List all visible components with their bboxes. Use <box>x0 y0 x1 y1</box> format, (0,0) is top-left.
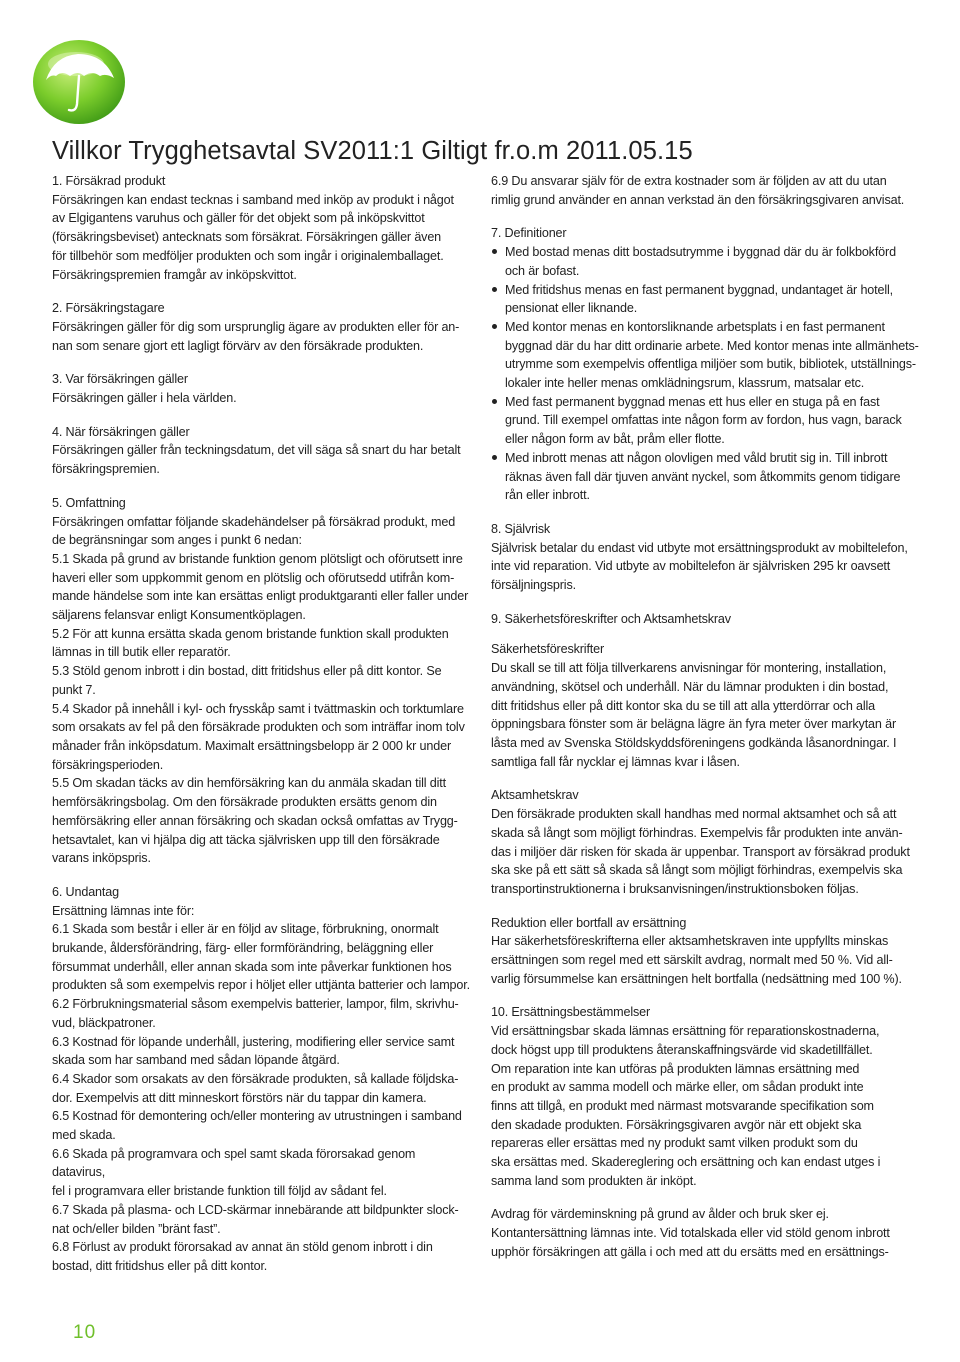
section-heading: 9. Säkerhetsföreskrifter och Aktsamhetskrav <box>491 611 731 626</box>
right-column <box>491 172 921 1277</box>
definition-item <box>491 243 921 280</box>
text-line: skada så långt som möjligt förhindras. Exempelvis får produkten inte använ- <box>491 825 903 840</box>
section <box>52 299 470 355</box>
text-line: försummat underhåll, eller annan skada som inte påverkar funktionen hos <box>52 959 452 974</box>
section-heading: Säkerhetsföreskrifter <box>491 642 605 657</box>
text-line: brukande, åldersförändring, färg- eller formförändring, beläggning eller <box>52 941 434 956</box>
definition-item <box>491 281 921 318</box>
text-line: Försäkringen gäller från teckningsdatum, det vill säga så snart du har betalt <box>52 443 461 458</box>
text-line: 6.8 Förlust av produkt förorsakad av annat än stöld genom inbrott i din <box>52 1240 433 1255</box>
text-line: ditt fritidshus eller på ditt kontor ska du se till att alla ytterdörrar och alla <box>491 698 876 713</box>
text-line: 5.3 Stöld genom inbrott i din bostad, ditt fritidshus eller på ditt kontor. Se <box>52 664 442 679</box>
text-line: varans inköpspris. <box>52 851 151 866</box>
text-line: pensionat eller liknande. <box>505 301 638 316</box>
text-line: ersättningen som regel med ett särskilt avdrag, normalt med 50 %. Vid all- <box>491 953 893 968</box>
text-line: Vid ersättningsbar skada lämnas ersättning för reparationskostnaderna, <box>491 1024 880 1039</box>
text-line: ska ske på ett sätt så skada så långt som möjligt förhindras, exempelvis ska <box>491 863 903 878</box>
text-line: Försäkringen omfattar följande skadehändelser på försäkrad produkt, med <box>52 514 456 529</box>
left-column <box>52 172 470 1291</box>
text-line: skada som har samband med sådan löpande åtgärd. <box>52 1053 340 1068</box>
text-line: Med bostad menas ditt bostadsutrymme i byggnad där du är folkbokförd <box>505 245 896 260</box>
text-line: 6.2 Förbrukningsmaterial såsom exempelvis batterier, lampor, film, skrivhu- <box>52 997 459 1012</box>
text-line: hemförsäkringsbolag. Om den försäkrade produkten ersätts genom din <box>52 795 437 810</box>
section <box>491 914 921 989</box>
text-line: inte vid reparation. Vid utbyte av mobiltelefon är självrisken 295 kr oavsett <box>491 559 891 574</box>
text-line: samma land som produkten är inköpt. <box>491 1173 697 1188</box>
text-line: utrymme som exempelvis offentliga miljöer som butik, bibliotek, utställnings- <box>505 357 916 372</box>
company-logo <box>26 30 136 130</box>
text-line: Med kontor menas en kontorsliknande arbetsplats i en fast permanent <box>505 319 885 334</box>
text-line: repareras eller ersättas med ny produkt samt vilken produkt som du <box>491 1136 858 1151</box>
text-line: transportinstruktionerna i bruksanvisningen/instruktionsboken följas. <box>491 881 859 896</box>
text-line: mande händelse som inte kan ersättas enligt produktgaranti eller faller under <box>52 589 469 604</box>
text-line: öppningsbara fönster som är belägna lägre än fyra meter över markytan är <box>491 717 897 732</box>
section-heading: 1. Försäkrad produkt <box>52 174 166 188</box>
text-line: nat och/eller bilden ”bränt fast”. <box>52 1221 221 1236</box>
text-line: rimlig grund använder en annan verkstad än den försäkringsgivaren anvisat. <box>491 192 905 207</box>
text-line: Har säkerhetsföreskrifterna eller aktsamhetskraven inte uppfyllts minskas <box>491 934 889 949</box>
text-line: Avdrag för värdeminskning på grund av ålder och bruk sker ej. <box>491 1207 829 1222</box>
text-line: en produkt av samma modell och märke eller, om sådan produkt inte <box>491 1080 864 1095</box>
text-line: låsta med av Svenska Stöldskyddsföreningens godkända låsanordningar. I <box>491 735 897 750</box>
section-heading: 5. Omfattning <box>52 495 126 510</box>
text-line: rån eller inbrott. <box>505 488 590 503</box>
text-line: den skadade produkten. Försäkringsgivaren avgör när ett objekt ska <box>491 1117 862 1132</box>
text-line: grund. Till exempel omfattas inte någon form av fordon, hus vagn, barack <box>505 413 902 428</box>
text-line: hetsavtalet, kan vi hjälpa dig att täcka självrisken upp till den försäkrade <box>52 832 440 847</box>
text-line: Om reparation inte kan utföras på produkten lämnas ersättning med <box>491 1061 860 1076</box>
text-line: Med inbrott menas att någon olovligen med våld brutit sig in. Till inbrott <box>505 450 888 465</box>
text-line: Självrisk betalar du endast vid utbyte mot ersättningsprodukt av mobiltelefon, <box>491 540 908 555</box>
text-line: samtliga fall får nycklar ej lämnas kvar i låsen. <box>491 754 740 769</box>
text-line: bostad, ditt fritidshus eller på ditt kontor. <box>52 1258 268 1273</box>
section <box>491 520 921 595</box>
text-line: de begränsningar som anges i punkt 6 nedan: <box>52 533 302 548</box>
section-heading: 4. När försäkringen gäller <box>52 424 190 439</box>
text-line: 6.7 Skada på plasma- och LCD-skärmar innebärande att bildpunkter slock- <box>52 1202 459 1217</box>
section-heading: 7. Definitioner <box>491 226 567 241</box>
text-line: lokaler inte heller menas omklädningsrum, klassrum, matsalar etc. <box>505 376 865 391</box>
definition-item <box>491 318 921 393</box>
text-line: Den försäkrade produkten skall handhas med normal aktsamhet och så att <box>491 807 897 822</box>
text-line: vud, bläckpatroner. <box>52 1015 156 1030</box>
text-line: användning, skötsel och underhåll. När du lämnar produkten i din bostad, <box>491 679 889 694</box>
section-definitions <box>491 224 921 505</box>
text-line: Försäkringen kan endast tecknas i samband med inköp av produkt i något <box>52 192 454 207</box>
text-line: (försäkringsbeviset) antecknats som försäkrat. Försäkringen gäller även <box>52 230 442 245</box>
text-line: med skada. <box>52 1128 116 1143</box>
text-line: Med fast permanent byggnad menas ett hus eller en stuga på en fast <box>505 394 880 409</box>
text-line: upphör försäkringen att gälla i och med att du ersätts med en ersättnings- <box>491 1244 889 1259</box>
text-line: dock högst upp till produktens återanskaffningsvärde vid skadetillfället. <box>491 1042 873 1057</box>
text-line: Kontantersättning lämnas inte. Vid totalskada eller vid stöld genom inbrott <box>491 1226 890 1241</box>
text-line: försäkringsperioden. <box>52 757 164 772</box>
text-line: 6.4 Skador som orsakats av den försäkrade produkten, så kallade följdska- <box>52 1071 459 1086</box>
text-line: fel i programvara eller bristande funktion till följd av sådant fel. <box>52 1184 387 1199</box>
text-line: nan som senare gjort ett lagligt förvärv av den försäkrade produkten. <box>52 338 424 353</box>
text-line: av Elgigantens varuhus och gäller för det objekt som på inköpskvittot <box>52 211 425 226</box>
text-line: och är bofast. <box>505 263 580 278</box>
text-line: varlig försummelse kan ersättningen helt bortfalla (nedsättning med 100 %). <box>491 971 902 986</box>
text-line: punkt 7. <box>52 682 96 697</box>
text-line: lämnas in till butik eller reparatör. <box>52 645 231 660</box>
text-line: räknas även fall där tjuven använt nyckel, som åtkommits genom tidigare <box>505 469 901 484</box>
section <box>491 786 921 898</box>
text-line: byggnad där du har ditt ordinarie arbete. Med kontor menas inte allmänhets- <box>505 338 919 353</box>
section <box>491 1003 921 1190</box>
section <box>491 610 921 629</box>
text-line: das i miljöer där risken för skada är uppenbar. Transport av försäkrad produkt <box>491 844 910 859</box>
text-line: 5.5 Om skadan täcks av din hemförsäkring kan du anmäla skadan till ditt <box>52 776 446 791</box>
section-heading: Aktsamhetskrav <box>491 788 579 803</box>
section <box>52 172 470 284</box>
text-line: 6.1 Skada som består i eller är en följd av slitage, förbrukning, onormalt <box>52 922 439 937</box>
text-line: försäljningspris. <box>491 578 576 593</box>
section-heading: 2. Försäkringstagare <box>52 301 165 316</box>
text-line: för tillbehör som medföljer produkten och som ingår i originalemballaget. <box>52 248 444 263</box>
page-number: 10 <box>73 1322 97 1343</box>
section-heading: 8. Självrisk <box>491 521 551 536</box>
text-line: produkten så som exempelvis repor i höljet eller uttjänta batterier och lampor. <box>52 978 470 993</box>
text-line: Du skall se till att följa tillverkarens anvisningar för montering, installation, <box>491 661 887 676</box>
definition-item <box>491 393 921 449</box>
text-line: Försäkringspremien framgår av inköpskvittot. <box>52 267 297 282</box>
text-line: haveri eller som uppkommit genom en plötslig och oförutsedd utifrån kom- <box>52 570 455 585</box>
text-line: ska ersättas med. Skadereglering och ersättning och kan endast utges i <box>491 1155 881 1170</box>
text-line: finns att tillgå, en produkt med närmast motsvarande specifikation som <box>491 1098 874 1113</box>
definitions-list <box>491 243 921 505</box>
section-heading: 6. Undantag <box>52 884 119 899</box>
text-line: Försäkringen gäller för dig som ursprunglig ägare av produkten eller för an- <box>52 319 460 334</box>
section-heading: Reduktion eller bortfall av ersättning <box>491 915 687 930</box>
text-line: 6.3 Kostnad för löpande underhåll, justering, modifiering eller service samt <box>52 1034 455 1049</box>
text-line: dor. Exempelvis att ditt minneskort förstörs när du tappar din kamera. <box>52 1090 427 1105</box>
definition-item <box>491 449 921 505</box>
section <box>52 883 470 1276</box>
section <box>52 494 470 868</box>
text-line: 5.1 Skada på grund av bristande funktion genom plötsligt och oförutsett inre <box>52 551 463 566</box>
text-line: försäkringspremien. <box>52 462 160 477</box>
text-line: 6.9 Du ansvarar själv för de extra kostnader som är följden av att du utan <box>491 174 887 188</box>
text-line: 5.4 Skador på innehåll i kyl- och frysskåp samt i tvättmaskin och torktumlare <box>52 701 464 716</box>
section <box>52 423 470 479</box>
text-line: 5.2 För att kunna ersätta skada genom bristande funktion skall produkten <box>52 626 449 641</box>
section-heading: 10. Ersättningsbestämmelser <box>491 1005 651 1020</box>
text-line: säljarens felansvar enligt Konsumentköplagen. <box>52 608 306 623</box>
section-intro <box>491 172 921 209</box>
text-line: eller någon form av båt, pråm eller flotte. <box>505 432 725 447</box>
text-line: som orsakats av fel på den försäkrade produkten och som inträffar inom tolv <box>52 720 465 735</box>
text-line: månader från inköpsdatum. Maximalt ersättningsbelopp är 2 000 kr under <box>52 738 452 753</box>
text-line: Med fritidshus menas en fast permanent byggnad, undantaget är hotell, <box>505 282 894 297</box>
text-line: Ersättning lämnas inte för: <box>52 903 195 918</box>
text-line: 6.5 Kostnad för demontering och/eller montering av utrustningen i samband <box>52 1109 462 1124</box>
text-line: Försäkringen gäller i hela världen. <box>52 391 237 406</box>
page-title: Villkor Trygghetsavtal SV2011:1 Giltigt fr.o.m 2011.05.15 <box>52 137 693 165</box>
text-line: hemförsäkring eller annan försäkring och skadan också omfattas av Trygg- <box>52 813 458 828</box>
text-line: 6.6 Skada på programvara och spel samt skada förorsakad genom datavirus, <box>52 1146 416 1180</box>
section <box>491 640 921 771</box>
section-heading: 3. Var försäkringen gäller <box>52 372 188 387</box>
section <box>491 1205 921 1261</box>
umbrella-icon <box>26 30 136 130</box>
section <box>52 370 470 407</box>
